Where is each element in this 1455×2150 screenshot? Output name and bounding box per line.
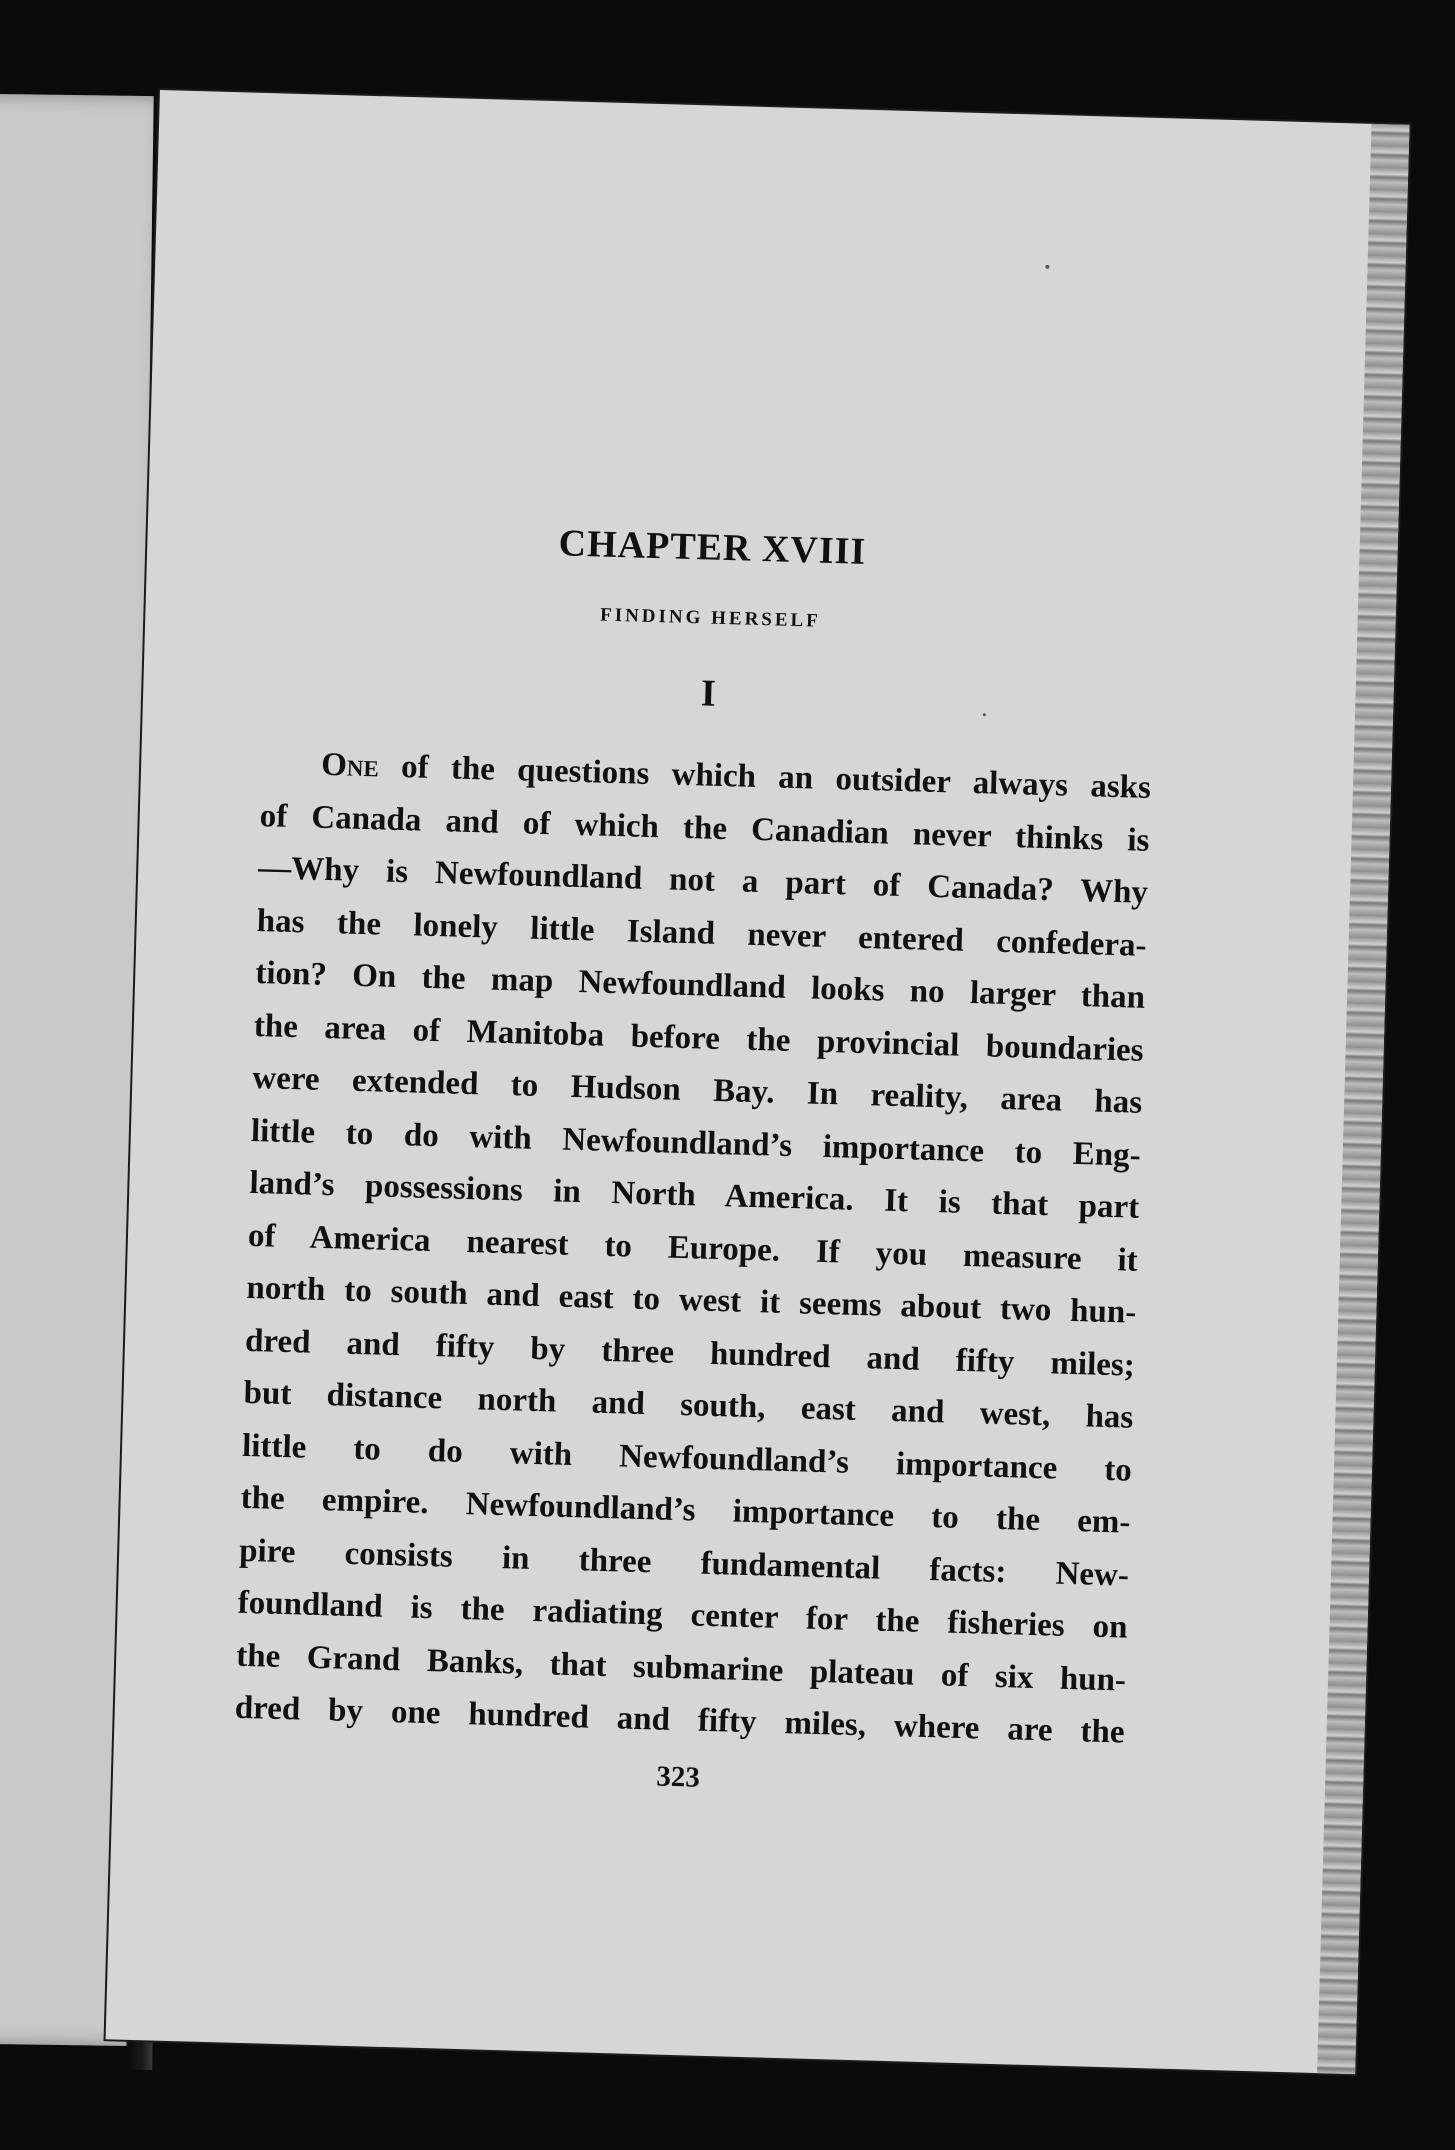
body-line: —Why is Newfoundland not a part of Canada? Why bbox=[257, 850, 1149, 911]
page-stack-edge bbox=[1317, 124, 1409, 2074]
body-line: little to do with Newfoundland’s importance to bbox=[241, 1427, 1133, 1489]
body-line: tion? On the map Newfoundland looks no larger than bbox=[254, 955, 1146, 1016]
body-line: the empire. Newfoundland’s importance to the em- bbox=[240, 1479, 1131, 1541]
body-line: dred and fifty by three hundred and fifty miles; bbox=[244, 1322, 1136, 1384]
body-line: north to south and east to west it seems about two hun- bbox=[246, 1269, 1137, 1331]
section-number: I bbox=[700, 672, 717, 715]
first-line-text: of the questions which an outsider always asks bbox=[400, 749, 1152, 806]
body-line: the area of Manitoba before the provincial boundaries bbox=[253, 1007, 1145, 1069]
page-text bbox=[233, 513, 1158, 1806]
body-line: land’s possessions in North America. It is that part bbox=[249, 1164, 1140, 1226]
body-line: but distance north and south, east and west, has bbox=[243, 1374, 1134, 1436]
body-line: pire consists in three fundamental facts: New- bbox=[238, 1532, 1130, 1594]
body-line: has the lonely little Island never entered confedera- bbox=[256, 902, 1148, 964]
body-line: the Grand Banks, that submarine plateau of six hun- bbox=[235, 1637, 1127, 1699]
body-line: were extended to Hudson Bay. In reality, area has bbox=[251, 1059, 1143, 1121]
scan-speck bbox=[1045, 265, 1049, 269]
body-paragraph bbox=[234, 737, 1152, 1759]
body-line: foundland is the radiating center for the fisheries on bbox=[237, 1584, 1128, 1646]
page-number: 323 bbox=[655, 1760, 701, 1794]
body-line: of Canada and of which the Canadian never thinks is bbox=[259, 797, 1150, 859]
body-line: of America nearest to Europe. If you measure it bbox=[247, 1217, 1139, 1279]
scan-speck bbox=[983, 713, 986, 716]
body-line: little to do with Newfoundland’s importance to Eng- bbox=[250, 1112, 1142, 1174]
chapter-title: CHAPTER XVIII bbox=[558, 522, 867, 573]
drop-word: One bbox=[320, 746, 380, 785]
book-page bbox=[106, 90, 1410, 2074]
chapter-subtitle: FINDING HERSELF bbox=[599, 604, 822, 632]
body-line: dred by one hundred and fifty miles, where are the bbox=[234, 1689, 1126, 1751]
